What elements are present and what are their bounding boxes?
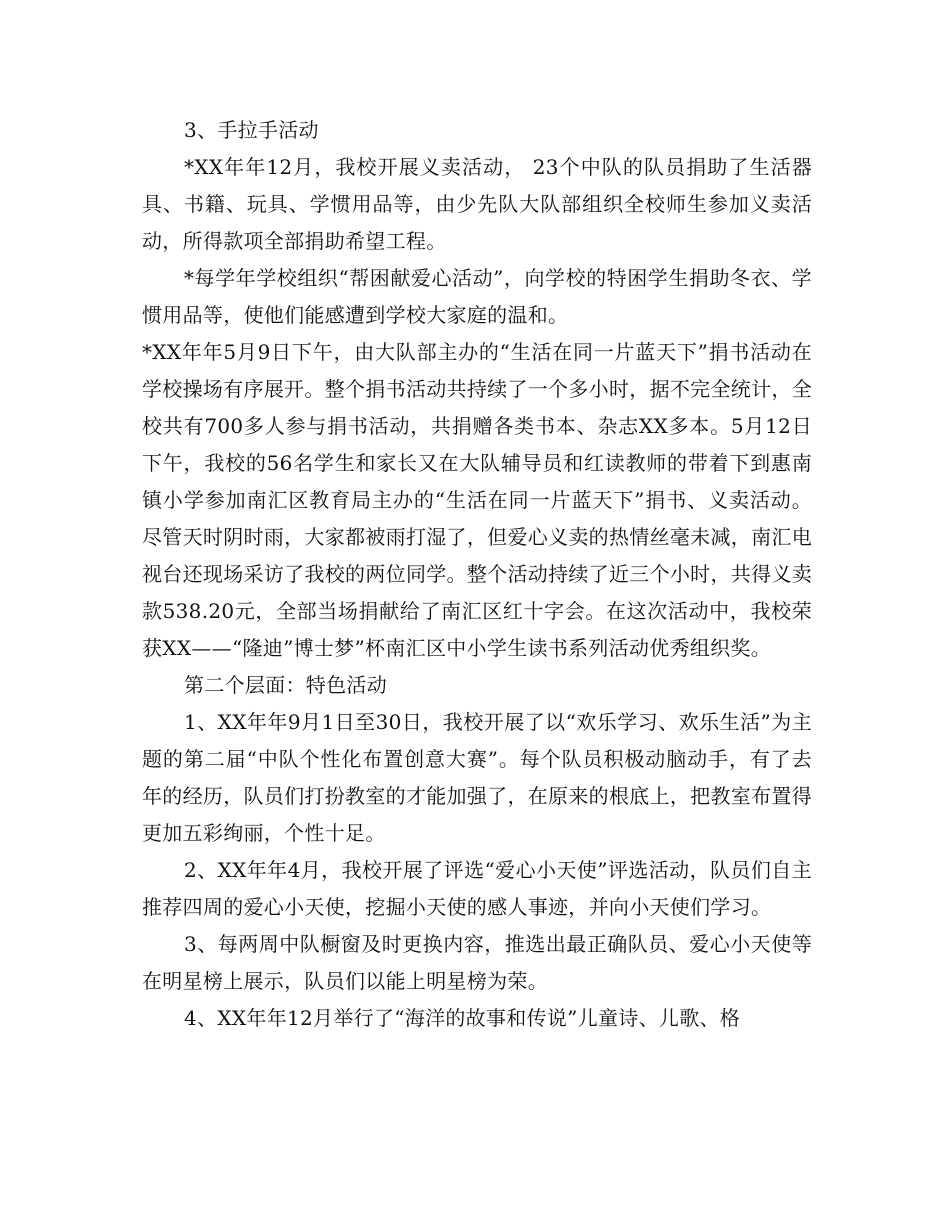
paragraph-star-board: 3、每两周中队橱窗及时更换内容，推选出最正确队员、爱心小天使等在明星榜上展示，队员们以能上明星榜为荣。 xyxy=(142,932,812,993)
paragraph-love-angel: 2、XX年年4月，我校开展了评选“爱心小天使”评选活动，队员们自主推荐四周的爱心小天使，挖掘小天使的感人事迹，并向小天使们学习。 xyxy=(142,858,812,919)
paragraph-help-needy: *每学年学校组织“帮困献爱心活动”，向学校的特困学生捐助冬衣、学惯用品等，使他们能感遭到学校大家庭的温和。 xyxy=(142,266,812,327)
list-heading-hand-in-hand: 3、手拉手活动 xyxy=(184,118,319,142)
section-heading-featured-activities: 第二个层面：特色活动 xyxy=(184,673,387,697)
document-body xyxy=(142,112,812,1037)
paragraph-ocean-stories: 4、XX年年12月举行了“海洋的故事和传说”儿童诗、儿歌、格 xyxy=(184,1006,741,1030)
paragraph-charity-sale: *XX年年12月，我校开展义卖活动， 23个中队的队员捐助了生活器具、书籍、玩具、学惯用品等，由少先队大队部组织全校师生参加义卖活动，所得款项全部捐助希望工程。 xyxy=(142,155,812,253)
paragraph-classroom-decoration: 1、XX年年9月1日至30日，我校开展了以“欢乐学习、欢乐生活”为主题的第二届“中队个性化布置创意大赛”。每个队员积极动脑动手，有了去年的经历，队员们打扮教室的才能加强了，在原来的根底上，把教室布置得更加五彩绚丽，个性十足。 xyxy=(142,710,812,845)
paragraph-book-donation: *XX年年5月9日下午，由大队部主办的“生活在同一片蓝天下”捐书活动在学校操场有序展开。整个捐书活动共持续了一个多小时，据不完全统计，全校共有700多人参与捐书活动，共捐赠各类书本、杂志XX多本。5月12日下午，我校的56名学生和家长又在大队辅导员和红读教师的带着下到惠南镇小学参加南汇区教育局主办的“生活在同一片蓝天下”捐书、义卖活动。尽管天时阴时雨，大家都被雨打湿了，但爱心义卖的热情丝毫未减，南汇电视台还现场采访了我校的两位同学。整个活动持续了近三个小时，共得义卖款538.20元，全部当场捐献给了南汇区红十字会。在这次活动中，我校荣获XX——“隆迪”博士梦”杯南汇区中小学生读书系列活动优秀组织奖。 xyxy=(142,340,812,660)
